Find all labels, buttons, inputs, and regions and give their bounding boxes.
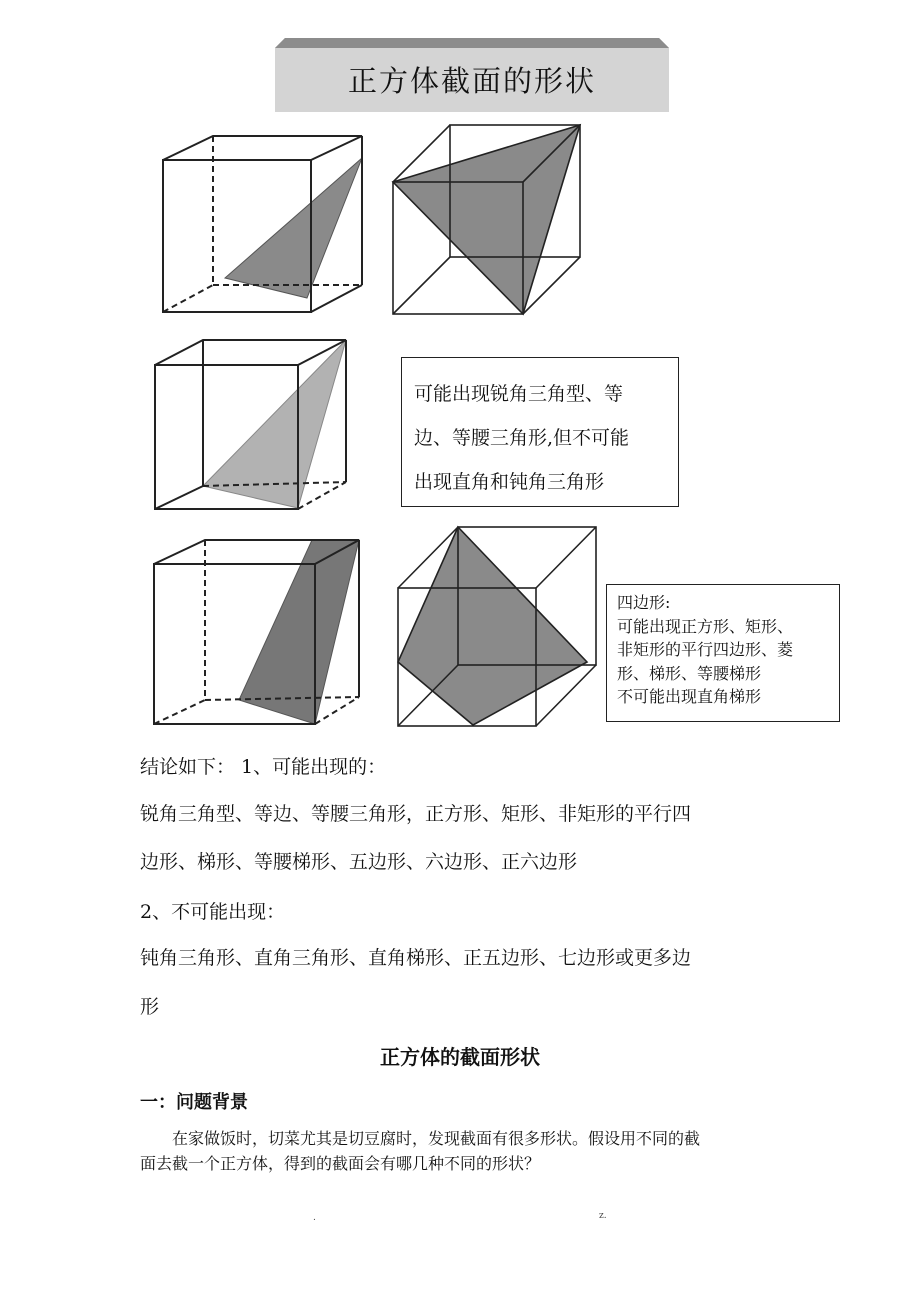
cube-figure-quadrilateral-2 (393, 522, 603, 732)
cube-figure-triangle-1 (155, 128, 370, 318)
page-title: 正方体截面的形状 (347, 63, 596, 98)
note-line: 四边形: (617, 593, 671, 612)
quadrilateral-note-box (606, 584, 840, 722)
impossible-title: 2、不可能出现： (140, 901, 286, 923)
cube-figure-triangle-3 (148, 332, 368, 522)
footer-left-mark: . (313, 1213, 316, 1223)
note-line: 非矩形的平行四边形、菱 (617, 640, 794, 659)
note-line: 可能出现正方形、矩形、 (617, 616, 794, 636)
note-line: 形、梯形、等腰梯形 (617, 663, 762, 683)
note-line: 不可能出现直角梯形 (617, 687, 762, 706)
background-line-2: 面去截一个正方体，得到的截面会有哪几种不同的形状？ (140, 1154, 541, 1173)
note-line: 边、等腰三角形,但不可能 (414, 427, 630, 449)
background-line-1: 在家做饭时，切菜尤其是切豆腐时，发现截面有很多形状。假设用不同的截 (140, 1129, 701, 1148)
cube-figure-quadrilateral-1 (147, 532, 372, 732)
impossible-line-2: 形 (140, 996, 160, 1018)
possible-line-2: 边形、梯形、等腰梯形、五边形、六边形、正六边形 (140, 851, 578, 873)
section-title: 正方体的截面形状 (380, 1045, 540, 1069)
possible-line-1: 锐角三角型、等边、等腰三角形，正方形、矩形、非矩形的平行四 (140, 803, 692, 825)
triangle-note-box (401, 357, 679, 507)
footer-right-mark: z. (599, 1211, 607, 1221)
subsection-title: 一：问题背景 (140, 1092, 248, 1113)
note-line: 可能出现锐角三角型、等 (414, 383, 624, 405)
cube-figure-triangle-2 (388, 120, 588, 320)
note-line: 出现直角和钝角三角形 (414, 471, 605, 493)
conclusion-intro: 结论如下： 1、可能出现的： (140, 756, 387, 778)
impossible-line-1: 钝角三角形、直角三角形、直角梯形、正五边形、七边形或更多边 (140, 947, 692, 969)
